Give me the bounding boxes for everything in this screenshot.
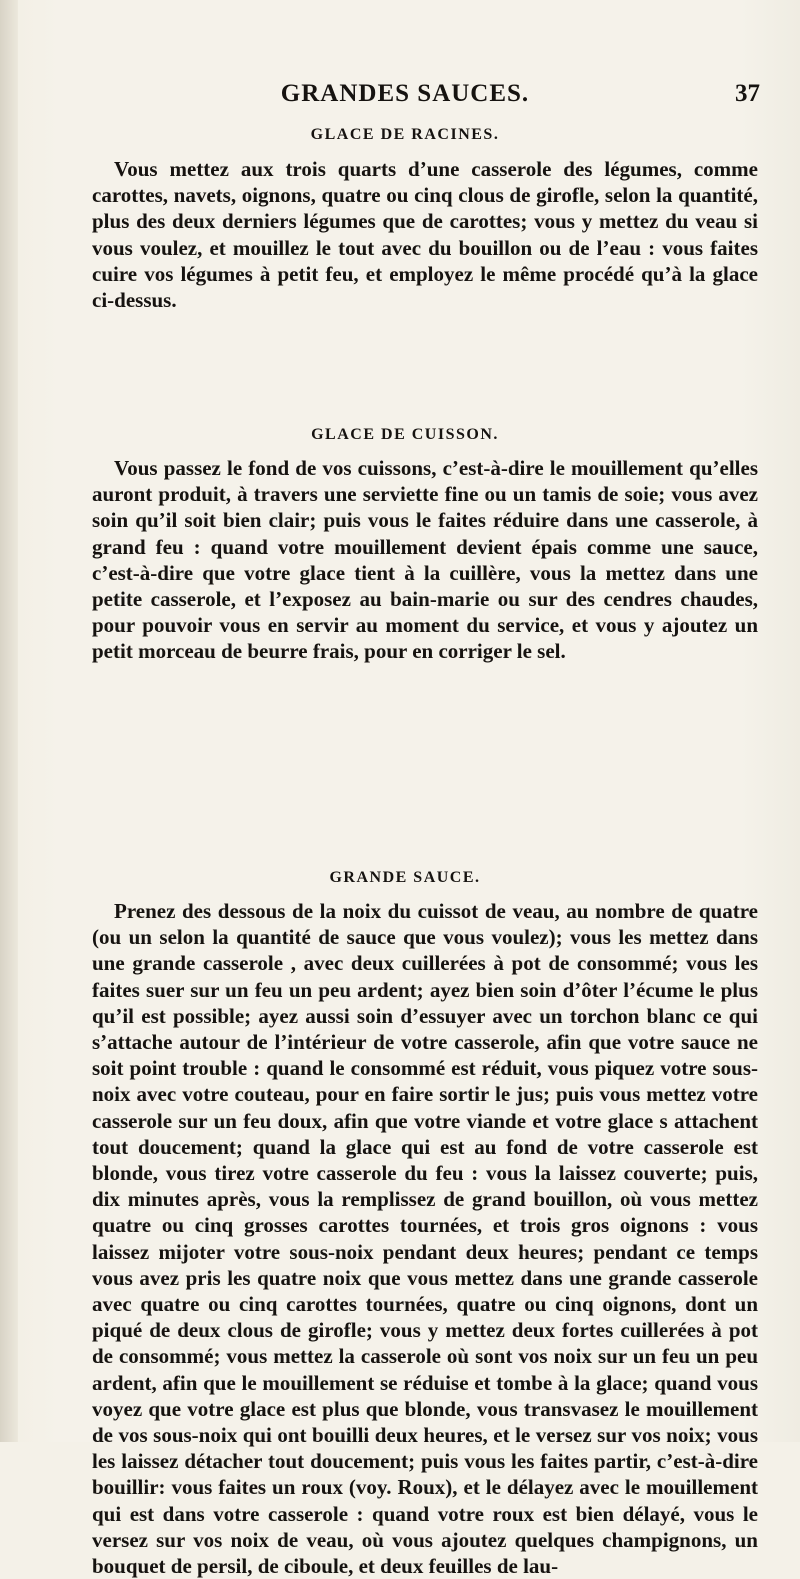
section-heading-grande-sauce: GRANDE SAUCE. (329, 869, 481, 886)
running-header (0, 74, 800, 114)
page-number: 37 (735, 80, 760, 107)
section-text-grande-sauce: Prenez des dessous de la noix du cuissot de veau, au nombre de quatre (ou un selon la quantité de sauce que vous voulez); vous les mettez dans une grande casserole , avec deux cuillerées à pot de consommé; vous les faites suer sur un feu un peu ardent; ayez bien soin d’ôter l’écume le plus qu’il est possible; ayez aussi soin d’essuyer avec un torchon blanc ce qui s’attache autour de l’intérieur de votre casserole, afin que votre sauce ne soit point trouble : quand le consommé est réduit, vous piquez votre sous-noix avec votre couteau, pour en faire sortir le jus; puis vous mettez votre casserole sur un feu doux, afin que votre viande et votre glace s attachent tout doucement; quand la glace qui est au fond de votre casserole est blonde, vous tirez votre casserole du feu : vous la laissez couverte; puis, dix minutes après, vous la remplissez de grand bouillon, où vous mettez quatre ou cinq grosses carottes tournées, et trois gros oignons : vous laissez mijoter votre sous-noix pendant deux heures; pendant ce temps vous avez pris les quatre noix que vous mettez dans une grande casserole avec quatre ou cinq carottes tournées, quatre ou cinq oignons, dont un piqué de deux clous de girofle; vous y mettez deux fortes cuillerées à pot de consommé; vous mettez la casserole où sont vos noix sur un feu un peu ardent, afin que le mouillement se réduise et tombe à la glace; quand vous voyez que votre glace est plus que blonde, vous transvasez le mouillement de vos sous-noix qui ont bouilli deux heures, et le versez sur vos noix; vous les laissez détacher tout doucement; puis vous les faites partir, c’est-à-dire bouillir: vous faites un roux (voy. Roux), et le délayez avec le mouillement qui est dans votre casserole : quand votre roux est bien délayé, vous le versez sur vos noix de veau, où vous ajoutez quelques champignons, un bouquet de persil, de ciboule, et deux feuilles de lau- (92, 899, 758, 1579)
section-heading-glace-de-racines: GLACE DE RACINES. (310, 126, 500, 143)
section-heading-glace-de-cuisson: GLACE DE CUISSON. (311, 426, 499, 443)
running-title: GRANDES SAUCES. (280, 80, 530, 107)
section-text-glace-de-racines: Vous mettez aux trois quarts d’une casserole des légumes, comme carottes, navets, oignons, quatre ou cinq clous de girofle, selon la quantité, plus des deux derniers légumes que de carottes; vous y mettez du veau si vous voulez, et mouillez le tout avec du bouillon ou de l’eau : vous faites cuire vos légumes à petit feu, et employez le même procédé qu’à la glace ci-dessus. (92, 157, 758, 313)
page-binding-edge (0, 0, 18, 1442)
section-text-glace-de-cuisson: Vous passez le fond de vos cuissons, c’est-à-dire le mouillement qu’elles auront produit, à travers une serviette fine ou un tamis de soie; vous avez soin qu’il soit bien clair; puis vous le faites réduire dans une casserole, à grand feu : quand votre mouillement devient épais comme une sauce, c’est-à-dire que votre glace tient à la cuillère, vous la mettez dans une petite casserole, et l’exposez au bain-marie ou sur des cendres chaudes, pour pouvoir vous en servir au moment du service, et vous y ajoutez un petit morceau de beurre frais, pour en corriger le sel. (92, 456, 758, 664)
